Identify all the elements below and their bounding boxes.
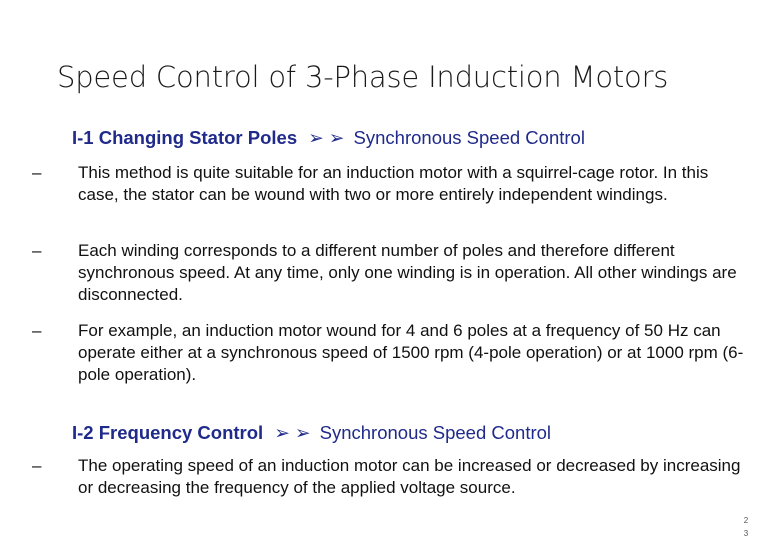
section-subheading: Synchronous Speed Control xyxy=(353,127,585,148)
section-heading-label: I-1 Changing Stator Poles xyxy=(72,127,298,148)
bullet-text: Each winding corresponds to a different number of poles and therefore different synchronous speed. At any time, only one winding is in operation. All other windings are disconnected. xyxy=(78,241,737,304)
section-heading-changing-stator-poles xyxy=(72,127,585,149)
dash-bullet: – xyxy=(32,456,42,475)
list-item xyxy=(32,320,752,386)
dash-bullet: – xyxy=(32,321,42,340)
list-item xyxy=(32,455,752,499)
slide-number: 23 xyxy=(743,516,749,538)
dash-bullet: – xyxy=(32,241,42,260)
list-item xyxy=(32,240,752,306)
section-heading-label: I-2 Frequency Control xyxy=(72,422,264,443)
bullet-text: This method is quite suitable for an induction motor with a squirrel-cage rotor. In this case, the stator can be wound with two or more entirely independent windings. xyxy=(78,163,709,204)
arrow-bullet-icon: ➢ ➢ xyxy=(274,422,311,443)
list-item xyxy=(32,162,752,206)
dash-bullet: – xyxy=(32,163,42,182)
section-subheading: Synchronous Speed Control xyxy=(319,422,552,443)
section-heading-frequency-control xyxy=(72,422,551,444)
bullet-text: The operating speed of an induction motor can be increased or decreased by increasing or decreasing the frequency of the applied voltage source. xyxy=(78,456,741,497)
slide-title: Speed Control of 3-Phase Induction Motors xyxy=(57,60,669,94)
arrow-bullet-icon: ➢ ➢ xyxy=(308,127,345,148)
bullet-text: For example, an induction motor wound for 4 and 6 poles at a frequency of 50 Hz can operate either at a synchronous speed of 1500 rpm (4-pole operation) or at 1000 rpm (6-pole operation). xyxy=(78,321,744,384)
